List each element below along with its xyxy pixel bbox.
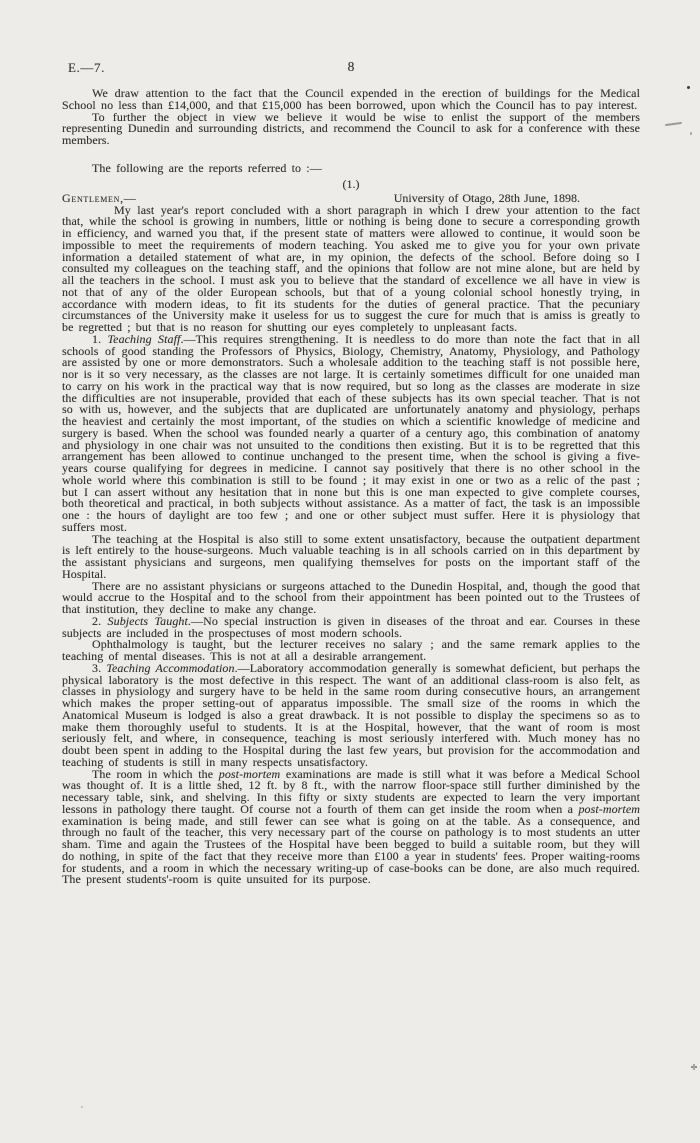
paragraph-assistant-physicians: There are no assistant physicians or surgeons attached to the Dunedin Hospital, and, though the good that would accrue to the Hospital and to the school from their appointment has been pointed out to the Trustees of that institution, they decline to make any change.	[62, 578, 640, 616]
salutation: Gentlemen,—	[62, 191, 137, 205]
scan-artifact-dot	[690, 132, 692, 135]
paragraph-ophthalmology: Ophthalmology is taught, but the lecturer receives no salary ; and the same remark applies to the teaching of mental diseases. This is not at all a desirable arrangement.	[62, 637, 640, 663]
scan-artifact-dot	[81, 1106, 83, 1108]
page-number: 8	[347, 59, 355, 74]
intro-paragraph-council-expenditure: We draw attention to the fact that the Council expended in the erection of buildings for the Medical School no less than £14,000, and that £15,000 has been borrowed, upon which the Council has to pay interest.	[62, 86, 640, 112]
page-content	[62, 60, 640, 886]
letter-paragraph-opening: My last year's report concluded with a short paragraph in which I drew your attention to the fact that, while the school is growing in numbers, little or nothing is being done to secure a corresponding growth in efficiency, and warned you that, if the present state of matters were allowed to continue, it would soon be impossible to meet the requirements of modern teaching. You asked me to give you for your own private information a detailed statement of what are, in my opinion, the defects of the school. Before doing so I consulted my colleagues on the teaching staff, and the opinions that follow are not mine alone, but are held by all the teachers in the school. I must ask you to believe that the standard of excellence we all have in view is not that of any of the older European schools, but that of a young colonial school honestly trying, in accordance with modern ideas, to fit its students for the duties of general practice. That the pecuniary circumstances of the University make it useless for us to suggest the cure for much that is amiss is greatly to be regretted ; but that is no reason for shutting our eyes completely to unpleasant facts.	[62, 202, 640, 334]
paragraph-hospital-teaching: The teaching at the Hospital is also still to some extent unsatisfactory, because the outpatient department is left entirely to the house-surgeons. Much valuable teaching is in all schools carried on in this department by the assistant physicians and surgeons, men qualifying themselves for posts on the important staff of the Hospital.	[62, 531, 640, 581]
reports-referred-line: The following are the reports referred to :—	[92, 160, 322, 175]
scan-artifact-dot	[687, 86, 690, 89]
dateline: University of Otago, 28th June, 1898.	[393, 191, 580, 205]
section-2-subjects-taught: 2. Subjects Taught.—No special instruction is given in diseases of the throat and ear. Courses in these subjects are included in the prospectuses of most modern schools.	[62, 613, 640, 640]
scan-artifact-dash	[665, 122, 682, 126]
intro-paragraph-conference: To further the object in view we believe it would be wise to enlist the support of the members representing Dunedin and surrounding districts, and recommend the Council to ask for a conference with these members.	[62, 109, 640, 147]
section-1-teaching-staff: 1. Teaching Staff.—This requires strengthening. It is needless to do more than note the fact that in all schools of good standing the Professors of Physics, Biology, Chemistry, Anatomy, Physiology, and Pathology are assisted by one or more demonstrators. Such a wholesale addition to the teaching staff is not possible here, nor is it so very necessary, as the classes are not large. It is certainly sometimes difficult for one unaided man to carry on his work in the practical way that is now required, but so long as the classes are moderate in size the difficulties are not insuperable, provided that each of these subjects has its own special teacher. That is not so with us, however, and the subjects that are duplicated are unfortunately anatomy and physiology, perhaps the heaviest and certainly the most important, of the studies on which a scientific knowledge of medicine and surgery is based. When the school was founded nearly a quarter of a century ago, this combination of anatomy and physiology in one chair was not unsuited to the conditions then existing. But it is to be regretted that this arrangement has been allowed to continue unchanged to the present time, when the school is giving a five-years course qualifying for degrees in medicine. I cannot say positively that there is no other school in the whole world where this combination is still to be found ; it may exist in one or two as a relic of the past ; but I can assert without any hesitation that in none but this is one man expected to give complete courses, both theoretical and practical, in both subjects without assistance. As a matter of fact, the task is an impossible one : the hours of daylight are too few ; and one or other subject must suffer. Here it is physiology that suffers most.	[62, 331, 641, 534]
report-code: E.—7.	[68, 60, 105, 75]
page-header	[62, 60, 640, 78]
report-number: (1.)	[342, 176, 360, 191]
section-3-teaching-accommodation: 3. Teaching Accommodation.—Laboratory accommodation generally is somewhat deficient, but perhaps the physical laboratory is the most defective in this respect. The want of an additional class-room is also felt, as classes in physiology and surgery have to be held in the same room during consecutive hours, an arrangement which makes the proper setting-out of apparatus impossible. The small size of the rooms in which the Anatomical Museum is lodged is also a great drawback. It is not possible to display the specimens so as to make them thoroughly useful to students. It is at the Hospital, however, that the want of room is most seriously felt, and where, in consequence, teaching is most seriously interfered with. Much money has no doubt been spent in adding to the Hospital during the last few years, but provision for the accommodation and teaching of students is still in many respects unsatisfactory.	[62, 660, 641, 769]
scan-artifact-tick	[691, 1066, 697, 1068]
paragraph-post-mortem-room: The room in which the post-mortem examinations are made is still what it was before a Medical School was thought of. It is a little shed, 12 ft. by 8 ft., with the narrow floor-space still further diminished by the necessary table, sink, and shelving. In this fifty or sixty students are expected to learn the very important lessons in pathology there taught. Of course not a fourth of them can get inside the room when a post-mortem examination is being made, and still fewer can see what is going on at the table. As a consequence, and through no fault of the teacher, this very necessary part of the course on pathology is to most students an utter sham. Time and again the Trustees of the Hospital have been begged to build a suitable room, but they will do nothing, in spite of the fact that they receive more than £100 a year in students' fees. Proper waiting-rooms for students, and a room in which the necessary writing-up of case-books can be done, are also much required. The present students'-room is quite unsuited for its purpose.	[62, 766, 640, 887]
